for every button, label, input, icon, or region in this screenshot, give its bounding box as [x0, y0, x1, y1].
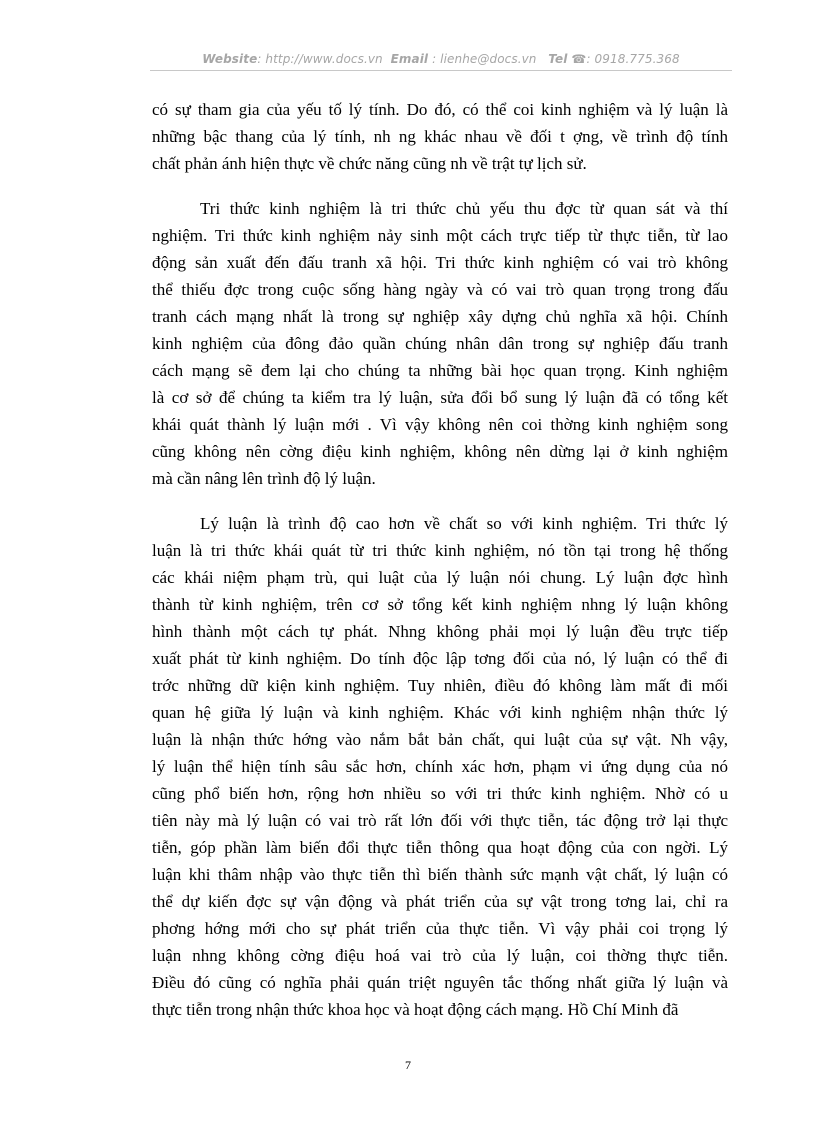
text-line: lý luận thể hiện tính sâu sắc hơn, chính xác hơn, phạm vi ứng dụng của nó — [152, 757, 728, 776]
text-line: luận là tri thức khái quát từ tri thức kinh nghiệm, nó tồn tại trong hệ thống — [152, 541, 728, 560]
text-line: xuất phát từ kinh nghiệm. Do tính độc lập tơng đối của nó, lý luận có thể đi — [152, 649, 728, 668]
text-line: Điều đó cũng có nghĩa phải quán triệt nguyên tắc thống nhất giữa lý luận và — [152, 973, 728, 992]
text-line: chất phản ánh hiện thực về chức năng cũng nh về trật tự lịch sử. — [152, 154, 587, 173]
text-line: thể dự kiến đợc sự vận động và phát triển của sự vật trong tơng lai, chỉ ra — [152, 892, 728, 911]
text-line: trớc những dữ kiện kinh nghiệm. Tuy nhiên, điều đó không làm mất đi mối — [152, 676, 728, 695]
header-divider — [150, 70, 732, 71]
paragraph — [152, 96, 728, 177]
phone-icon: ☎ — [571, 52, 587, 66]
text-line: mà cần nâng lên trình độ lý luận. — [152, 469, 376, 488]
text-line: những bậc thang của lý tính, nh ng khác nhau về đối t ợng, về trình độ tính — [152, 127, 728, 146]
text-line: là cơ sở để chúng ta kiểm tra lý luận, sửa đổi bổ sung lý luận đã có tổng kết — [152, 388, 728, 407]
email-label: Email — [390, 52, 429, 66]
text-line: phơng hớng mới cho sự phát triển của thực tiễn. Vì vậy phải coi trọng lý — [152, 919, 728, 938]
text-line: luận là nhận thức hớng vào nắm bắt bản chất, qui luật của sự vật. Nh vậy, — [152, 730, 728, 749]
website-label: Website — [202, 52, 258, 66]
text-line: các khái niệm phạm trù, qui luật của lý luận nói chung. Lý luận đợc hình — [152, 568, 728, 587]
tel-label: Tel — [548, 52, 568, 66]
text-line: cũng phổ biến hơn, rộng hơn nhiều so với tri thức kinh nghiệm. Nhờ có u — [152, 784, 728, 803]
text-line: thể thiếu đợc trong cuộc sống hàng ngày và có vai trò quan trọng trong đấu — [152, 280, 728, 299]
page-header — [150, 52, 732, 66]
text-line: nghiệm. Tri thức kinh nghiệm nảy sinh một cách trực tiếp từ thực tiễn, từ lao — [152, 226, 728, 245]
email-value: : lienhe@docs.vn — [432, 52, 537, 66]
text-line: quan hệ giữa lý luận và kinh nghiệm. Khác với kinh nghiệm nhận thức lý — [152, 703, 728, 722]
text-line: có sự tham gia của yếu tố lý tính. Do đó, có thể coi kinh nghiệm và lý luận là — [152, 100, 728, 119]
text-line: thành từ kinh nghiệm, trên cơ sở tổng kết kinh nghiệm nhng lý luận không — [152, 595, 728, 614]
text-line: luận nhng không cờng điệu hoá vai trò của lý luận, coi thờng thực tiễn. — [152, 946, 728, 965]
tel-value: : 0918.775.368 — [586, 52, 680, 66]
text-line: tranh cách mạng nhất là trong sự nghiệp xây dựng chủ nghĩa xã hội. Chính — [152, 307, 728, 326]
body-text — [152, 96, 728, 1041]
website-value: : http://www.docs.vn — [257, 52, 383, 66]
text-line: khái quát thành lý luận mới . Vì vậy không nên coi thờng kinh nghiệm song — [152, 415, 728, 434]
text-line: kinh nghiệm của đông đảo quần chúng nhân dân trong sự nghiệp đấu tranh — [152, 334, 728, 353]
text-line: hình thành một cách tự phát. Nhng không phải mọi lý luận đều trực tiếp — [152, 622, 728, 641]
text-line: tiễn, góp phần làm biến đổi thực tiễn thông qua hoạt động của con ngời. Lý — [152, 838, 728, 857]
text-line: động sản xuất đến đấu tranh xã hội. Tri thức kinh nghiệm có vai trò không — [152, 253, 728, 272]
text-line: tiên này mà lý luận có vai trò rất lớn đối với thực tiễn, tác động trở lại thực — [152, 811, 728, 830]
text-line: cách mạng sẽ đem lại cho chúng ta những bài học quan trọng. Kinh nghiệm — [152, 361, 728, 380]
text-line: thực tiễn trong nhận thức khoa học và hoạt động cách mạng. Hồ Chí Minh đã — [152, 1000, 679, 1019]
text-line: cũng không nên cờng điệu kinh nghiệm, không nên dừng lại ở kinh nghiệm — [152, 442, 728, 461]
page-number: 7 — [405, 1058, 411, 1072]
text-line: Tri thức kinh nghiệm là tri thức chủ yếu thu đợc từ quan sát và thí — [200, 199, 728, 218]
paragraph — [152, 195, 728, 492]
text-line: luận khi thâm nhập vào thực tiễn thì biến thành sức mạnh vật chất, lý luận có — [152, 865, 728, 884]
paragraph — [152, 510, 728, 1023]
text-line: Lý luận là trình độ cao hơn về chất so với kinh nghiệm. Tri thức lý — [200, 514, 728, 533]
